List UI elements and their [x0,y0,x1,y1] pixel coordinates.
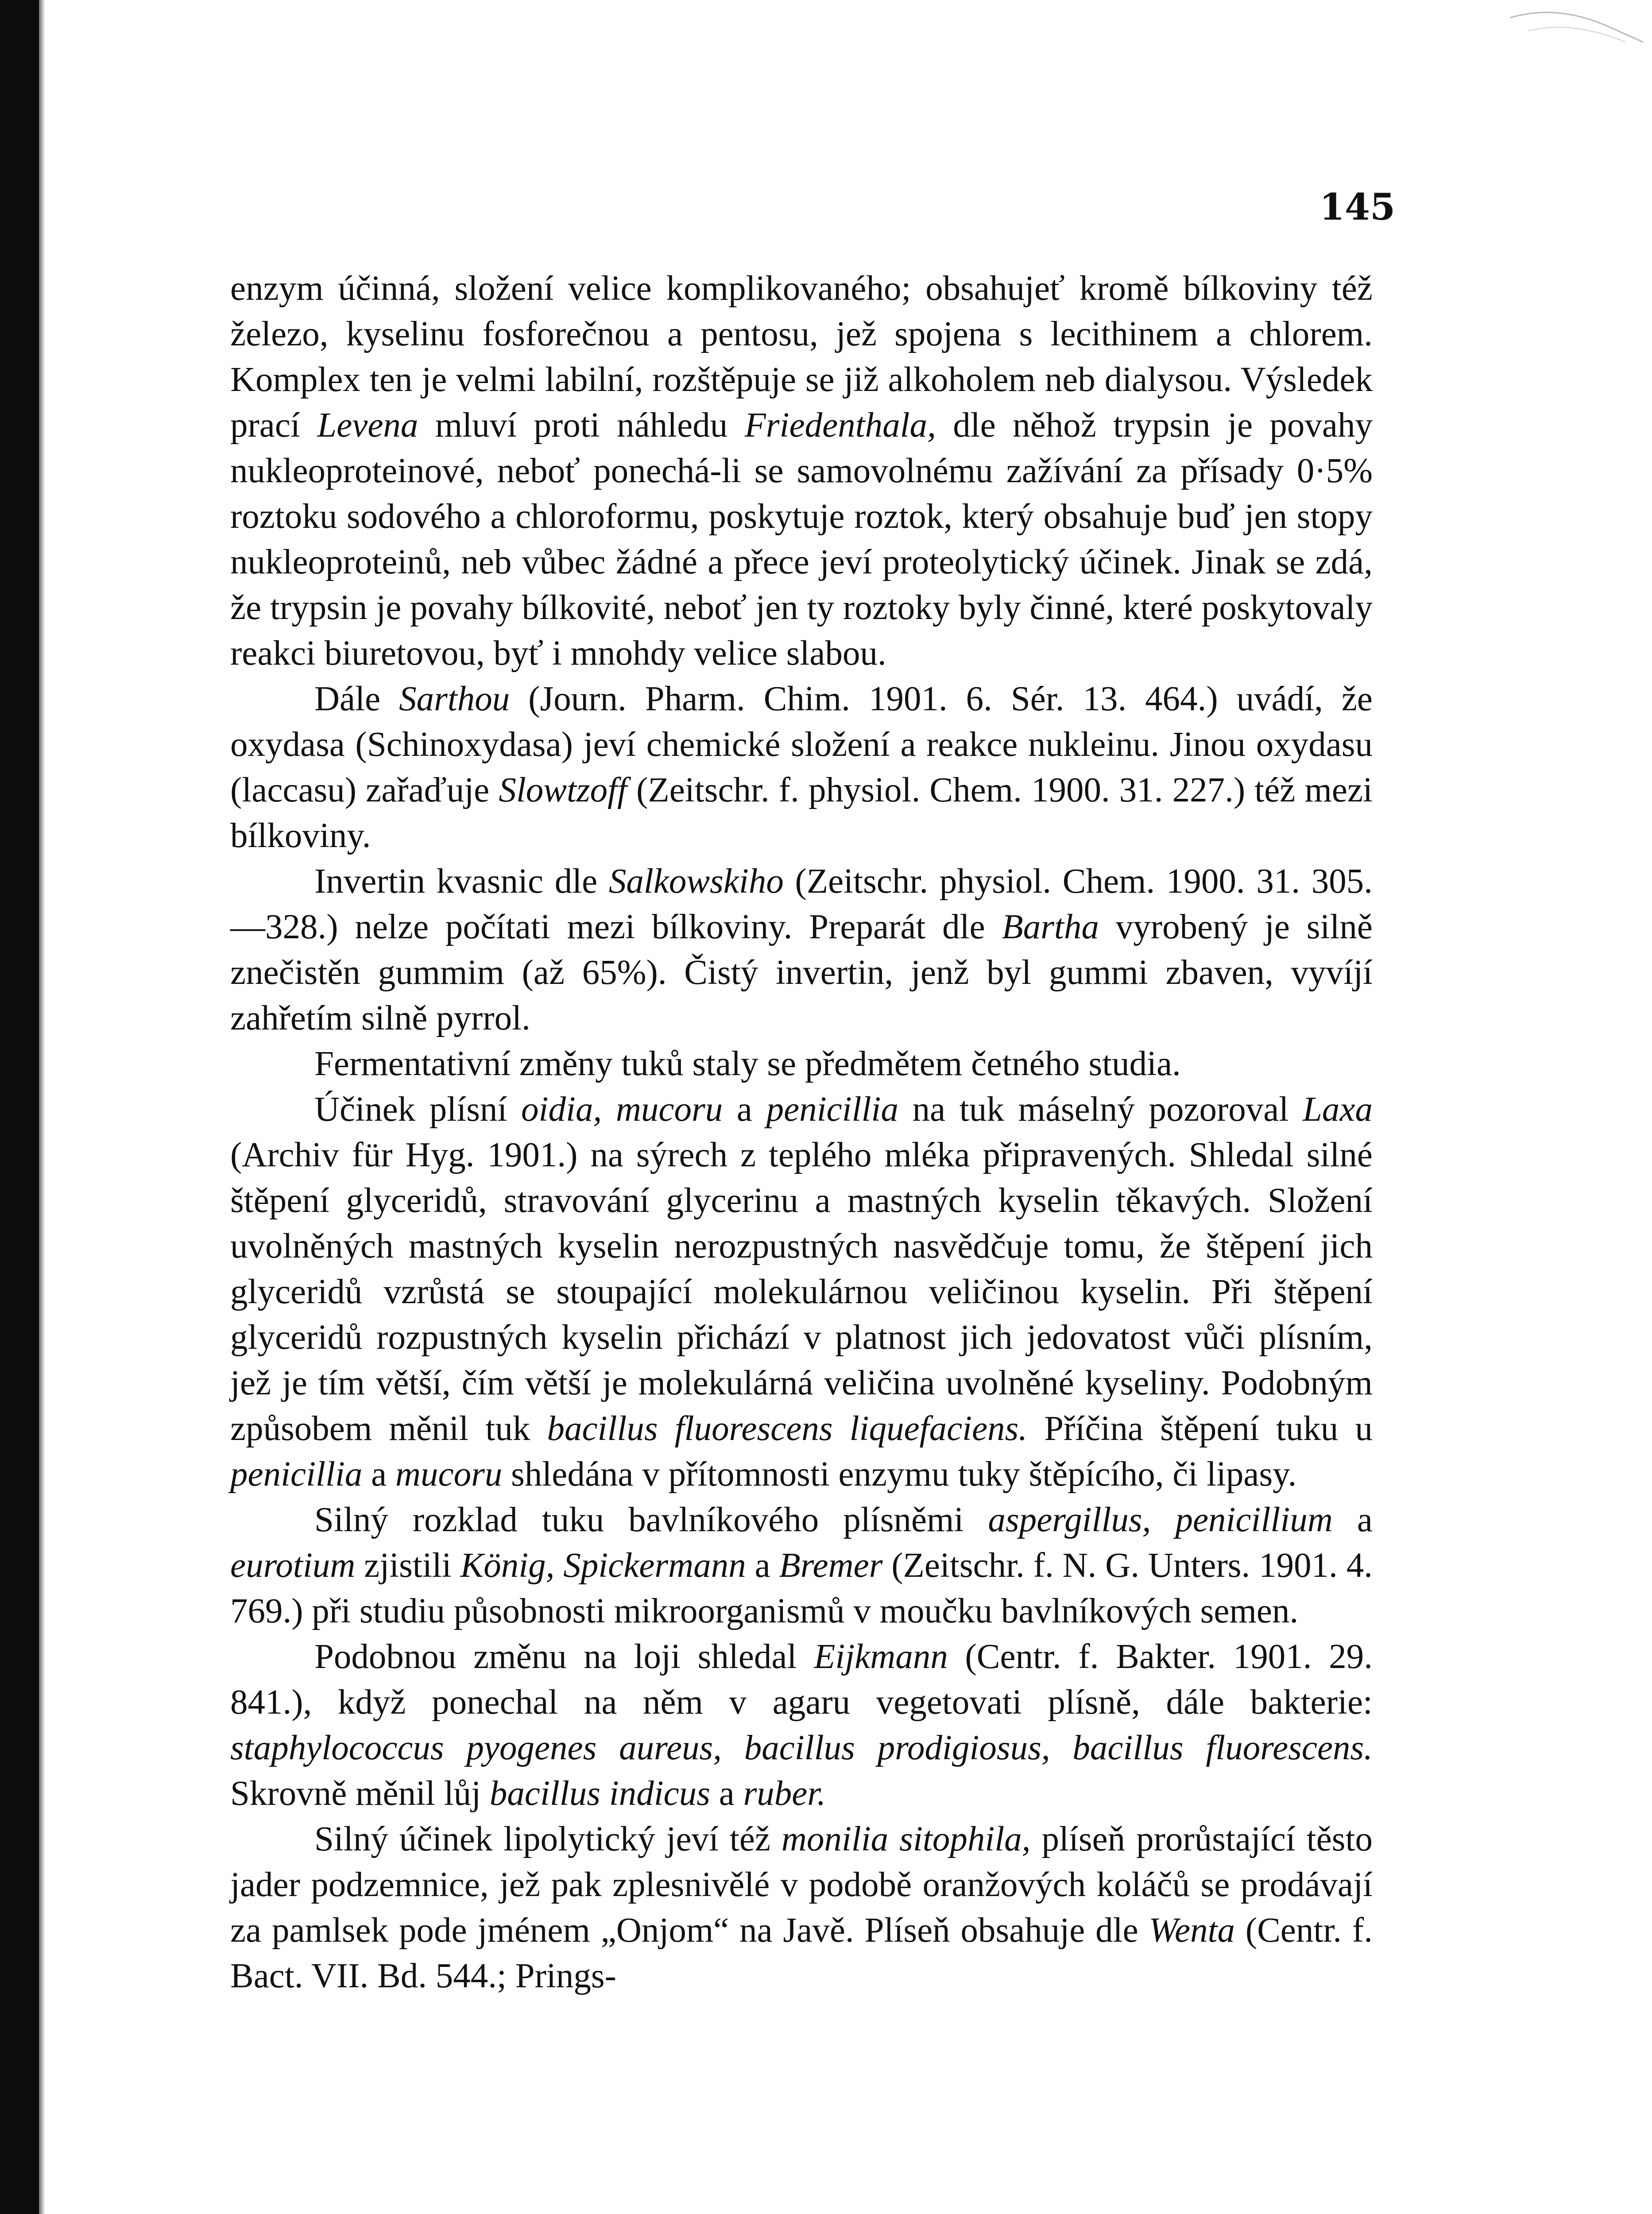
italic-name: bacillus fluorescens liquefaciens. [547,1409,1028,1448]
italic-name: mucoru [395,1455,503,1494]
text-run: Silný účinek lipolytický jeví též [314,1820,782,1858]
text-run: (Journ. Pharm. Chim. 1901. 6. Sér. 13. 464.) uvádí, že oxydasa (Schinoxydasa) jeví chemické složení a reakce nukleinu. Jinou oxydasu (laccasu) zařaďuje [230,680,1373,809]
italic-name: eurotium [230,1546,356,1585]
italic-name: Friedenthala, [744,406,936,445]
text-run: Příčina štěpení tuku u [1027,1409,1373,1448]
text-run: na tuk máselný pozoroval [898,1090,1303,1129]
text-run: (Centr. f. Bact. VII. Bd. 544.; Prings- [230,1911,1373,1995]
italic-name: monilia sitophila, [781,1820,1031,1858]
italic-name: penicillia [766,1090,898,1129]
page-corner-mark [1501,0,1652,71]
italic-name: König, Spickermann [460,1546,746,1585]
italic-name: aspergillus, penicillium [988,1501,1333,1539]
paragraph [230,1041,1373,1087]
italic-name: penicillia [230,1455,363,1494]
text-run: a [710,1774,743,1813]
italic-name: Eijkmann [814,1637,948,1676]
text-run: (Centr. f. Bakter. 1901. 29. 841.), když ponechal na něm v agaru vegetovati plísně, dále bakterie: [230,1637,1373,1722]
text-run: Účinek plísní [314,1090,522,1129]
text-run: a [723,1090,766,1129]
italic-name: Bremer [779,1546,883,1585]
italic-name: Slowtzoff [499,771,627,809]
text-run: enzym účinná, složení velice komplikovaného; obsahujeť kromě bílkoviny též železo, kyselinu fosforečnou a pentosu, jež spojena s lecithinem a chlorem. Komplex ten je velmi labilní, rozštěpuje se již alkoholem neb dialysou. Výsledek prací [230,269,1373,445]
italic-name: oidia, mucoru [521,1090,723,1129]
text-run: dle něhož trypsin je povahy nukleoproteinové, neboť ponechá-li se samovolnému zažívání za přísady 0·5% roztoku sodového a chloroformu, poskytuje roztok, který obsahuje buď jen stopy nukleoproteinů, neb vůbec žádné a přece jeví proteolytický účinek. Jinak se zdá, že trypsin je povahy bílkovité, neboť jen ty roztoky byly činné, které poskytovaly reakci biuretovou, byť i mnohdy velice slabou. [230,406,1373,673]
page-number: 145 [1319,186,1396,228]
text-run: a [746,1546,779,1585]
text-run: (Zeitschr. physiol. Chem. 1900. 31. 305.—328.) nelze počítati mezi bílkoviny. Preparát dle [230,862,1373,946]
body-text [230,266,1373,1999]
text-run: a [1332,1501,1373,1539]
paragraph [230,1497,1373,1634]
italic-name: Bartha [1002,908,1099,946]
paragraph [230,266,1373,676]
paragraph [230,1816,1373,1999]
italic-name: Salkowskiho [608,862,784,901]
paragraph [230,1087,1373,1497]
text-run: (Zeitschr. f. physiol. Chem. 1900. 31. 227.) též mezi bílkoviny. [230,771,1373,855]
italic-name: Laxa [1303,1090,1373,1129]
text-run: (Archiv für Hyg. 1901.) na sýrech z teplého mléka připravených. Shledal silné štěpení glyceridů, stravování glycerinu a mastných kyselin těkavých. Složení uvolněných mastných kyselin nerozpustných nasvědčuje tomu, že štěpení jich glyceridů vzrůstá se stoupající molekulárnou veličinou kyselin. Při štěpení glyceridů rozpustných kyselin přichází v platnost jich jedovatost vůči plísním, jež je tím větší, čím větší je molekulárná veličina uvolněné kyseliny. Podobným způsobem měnil tuk [230,1136,1373,1448]
text-run: Silný rozklad tuku bavlníkového plísněmi [314,1501,988,1539]
text-run: Podobnou změnu na loji shledal [314,1637,814,1676]
paragraph [230,676,1373,859]
text-run: shledána v přítomnosti enzymu tuky štěpícího, či lipasy. [502,1455,1297,1494]
text-run: mluví proti náhledu [418,406,745,445]
text-run: (Zeitschr. f. N. G. Unters. 1901. 4. 769.) při studiu působnosti mikroorganismů v moučku bavlníkových semen. [230,1546,1373,1630]
italic-name: bacillus indicus [489,1774,710,1813]
italic-name: ruber. [743,1774,826,1813]
text-run: zjistili [355,1546,460,1585]
text-run: a [362,1455,395,1494]
italic-name: Levena [317,406,418,445]
text-run: Invertin kvasnic dle [314,862,609,901]
scan-edge-shadow [39,0,45,2214]
paragraph [230,1634,1373,1816]
italic-name: Wenta [1149,1911,1235,1950]
text-run: vyrobený je silně znečistěn gummim (až 65%). Čistý invertin, jenž byl gummi zbaven, vyvíjí zahřetím silně pyrrol. [230,908,1373,1037]
paragraph [230,859,1373,1041]
text-run: Fermentativní změny tuků staly se předmětem četného studia. [314,1045,1181,1083]
italic-name: staphylococcus pyogenes aureus, bacillus prodigiosus, bacillus fluorescens. [230,1729,1373,1767]
text-run: Dále [314,680,399,718]
scan-edge-dark [0,0,39,2214]
text-run: plíseň prorůstající těsto jader podzemnice, jež pak zplesnivělé v podobě oranžových koláčů se prodávají za pamlsek pode jménem „Onjom“ na Javě. Plíseň obsahuje dle [230,1820,1373,1950]
text-run: Skrovně měnil lůj [230,1774,490,1813]
italic-name: Sarthou [399,680,510,718]
